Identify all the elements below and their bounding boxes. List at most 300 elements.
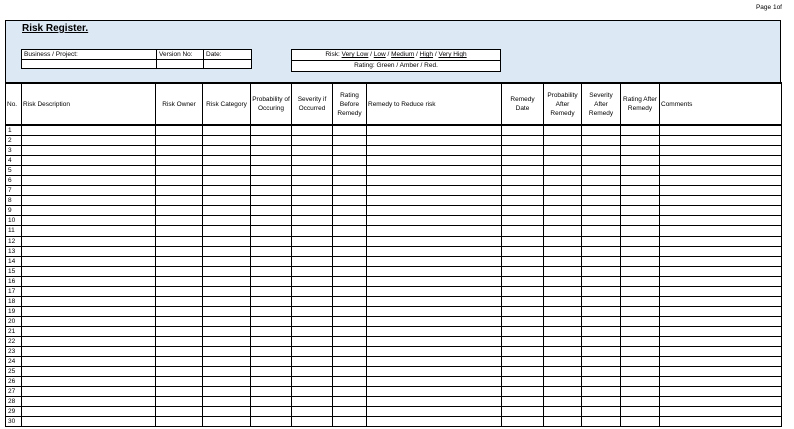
remedy-date-cell[interactable] [502,316,544,326]
severity-cell[interactable] [292,336,333,346]
severity-after-cell[interactable] [582,125,621,136]
comments-cell[interactable] [660,326,782,336]
severity-after-cell[interactable] [582,367,621,377]
rating-after-cell[interactable] [621,387,660,397]
probability-cell[interactable] [251,166,292,176]
rating-before-cell[interactable] [333,246,367,256]
comments-cell[interactable] [660,156,782,166]
remedy-date-cell[interactable] [502,306,544,316]
probability-cell[interactable] [251,236,292,246]
risk-category-cell[interactable] [203,306,251,316]
probability-after-cell[interactable] [544,286,582,296]
risk-owner-cell[interactable] [156,216,203,226]
remedy-date-cell[interactable] [502,226,544,236]
remedy-cell[interactable] [367,206,502,216]
rating-after-cell[interactable] [621,286,660,296]
risk-description-cell[interactable] [22,266,156,276]
risk-description-cell[interactable] [22,146,156,156]
severity-after-cell[interactable] [582,176,621,186]
risk-description-cell[interactable] [22,206,156,216]
risk-description-cell[interactable] [22,286,156,296]
rating-after-cell[interactable] [621,196,660,206]
severity-cell[interactable] [292,125,333,136]
risk-description-cell[interactable] [22,156,156,166]
rating-after-cell[interactable] [621,326,660,336]
comments-cell[interactable] [660,246,782,256]
severity-cell[interactable] [292,236,333,246]
probability-after-cell[interactable] [544,156,582,166]
remedy-date-cell[interactable] [502,367,544,377]
risk-description-cell[interactable] [22,246,156,256]
risk-owner-cell[interactable] [156,146,203,156]
risk-description-cell[interactable] [22,166,156,176]
risk-description-cell[interactable] [22,276,156,286]
remedy-cell[interactable] [367,166,502,176]
risk-category-cell[interactable] [203,387,251,397]
severity-after-cell[interactable] [582,256,621,266]
version-field[interactable] [157,60,204,69]
severity-cell[interactable] [292,276,333,286]
severity-after-cell[interactable] [582,246,621,256]
risk-owner-cell[interactable] [156,236,203,246]
remedy-date-cell[interactable] [502,296,544,306]
remedy-date-cell[interactable] [502,236,544,246]
risk-owner-cell[interactable] [156,206,203,216]
severity-after-cell[interactable] [582,186,621,196]
probability-after-cell[interactable] [544,326,582,336]
comments-cell[interactable] [660,367,782,377]
risk-description-cell[interactable] [22,347,156,357]
remedy-cell[interactable] [367,256,502,266]
risk-category-cell[interactable] [203,146,251,156]
rating-after-cell[interactable] [621,296,660,306]
severity-after-cell[interactable] [582,377,621,387]
risk-category-cell[interactable] [203,226,251,236]
probability-cell[interactable] [251,407,292,417]
rating-after-cell[interactable] [621,367,660,377]
severity-cell[interactable] [292,186,333,196]
severity-cell[interactable] [292,246,333,256]
risk-owner-cell[interactable] [156,276,203,286]
severity-after-cell[interactable] [582,286,621,296]
probability-after-cell[interactable] [544,296,582,306]
risk-owner-cell[interactable] [156,387,203,397]
comments-cell[interactable] [660,316,782,326]
remedy-date-cell[interactable] [502,166,544,176]
risk-description-cell[interactable] [22,387,156,397]
risk-category-cell[interactable] [203,357,251,367]
remedy-date-cell[interactable] [502,397,544,407]
rating-before-cell[interactable] [333,377,367,387]
probability-after-cell[interactable] [544,176,582,186]
remedy-cell[interactable] [367,186,502,196]
remedy-date-cell[interactable] [502,176,544,186]
comments-cell[interactable] [660,377,782,387]
comments-cell[interactable] [660,347,782,357]
comments-cell[interactable] [660,256,782,266]
risk-category-cell[interactable] [203,286,251,296]
risk-description-cell[interactable] [22,357,156,367]
severity-after-cell[interactable] [582,216,621,226]
probability-after-cell[interactable] [544,417,582,427]
remedy-cell[interactable] [367,276,502,286]
risk-category-cell[interactable] [203,397,251,407]
comments-cell[interactable] [660,146,782,156]
probability-after-cell[interactable] [544,125,582,136]
risk-owner-cell[interactable] [156,186,203,196]
remedy-date-cell[interactable] [502,357,544,367]
risk-category-cell[interactable] [203,186,251,196]
probability-after-cell[interactable] [544,316,582,326]
probability-cell[interactable] [251,397,292,407]
severity-cell[interactable] [292,166,333,176]
risk-category-cell[interactable] [203,256,251,266]
comments-cell[interactable] [660,266,782,276]
probability-after-cell[interactable] [544,336,582,346]
comments-cell[interactable] [660,357,782,367]
severity-cell[interactable] [292,156,333,166]
risk-owner-cell[interactable] [156,397,203,407]
risk-owner-cell[interactable] [156,326,203,336]
probability-cell[interactable] [251,146,292,156]
comments-cell[interactable] [660,397,782,407]
comments-cell[interactable] [660,286,782,296]
risk-owner-cell[interactable] [156,125,203,136]
risk-description-cell[interactable] [22,236,156,246]
risk-category-cell[interactable] [203,417,251,427]
probability-after-cell[interactable] [544,367,582,377]
probability-cell[interactable] [251,226,292,236]
remedy-date-cell[interactable] [502,347,544,357]
remedy-date-cell[interactable] [502,246,544,256]
risk-description-cell[interactable] [22,306,156,316]
risk-owner-cell[interactable] [156,336,203,346]
severity-cell[interactable] [292,316,333,326]
rating-after-cell[interactable] [621,306,660,316]
probability-cell[interactable] [251,316,292,326]
remedy-cell[interactable] [367,246,502,256]
remedy-cell[interactable] [367,226,502,236]
probability-cell[interactable] [251,246,292,256]
remedy-cell[interactable] [367,387,502,397]
rating-before-cell[interactable] [333,336,367,346]
risk-owner-cell[interactable] [156,316,203,326]
risk-description-cell[interactable] [22,316,156,326]
probability-after-cell[interactable] [544,357,582,367]
remedy-cell[interactable] [367,316,502,326]
remedy-cell[interactable] [367,336,502,346]
risk-category-cell[interactable] [203,156,251,166]
risk-category-cell[interactable] [203,196,251,206]
remedy-date-cell[interactable] [502,377,544,387]
risk-description-cell[interactable] [22,397,156,407]
remedy-cell[interactable] [367,397,502,407]
remedy-cell[interactable] [367,407,502,417]
risk-owner-cell[interactable] [156,357,203,367]
comments-cell[interactable] [660,186,782,196]
risk-category-cell[interactable] [203,326,251,336]
probability-after-cell[interactable] [544,136,582,146]
severity-after-cell[interactable] [582,347,621,357]
remedy-date-cell[interactable] [502,125,544,136]
probability-cell[interactable] [251,276,292,286]
probability-after-cell[interactable] [544,186,582,196]
rating-before-cell[interactable] [333,266,367,276]
severity-cell[interactable] [292,206,333,216]
severity-cell[interactable] [292,417,333,427]
remedy-cell[interactable] [367,136,502,146]
rating-before-cell[interactable] [333,146,367,156]
comments-cell[interactable] [660,206,782,216]
comments-cell[interactable] [660,407,782,417]
comments-cell[interactable] [660,216,782,226]
risk-description-cell[interactable] [22,136,156,146]
risk-description-cell[interactable] [22,256,156,266]
rating-after-cell[interactable] [621,216,660,226]
risk-owner-cell[interactable] [156,176,203,186]
remedy-date-cell[interactable] [502,336,544,346]
risk-category-cell[interactable] [203,336,251,346]
severity-cell[interactable] [292,266,333,276]
risk-owner-cell[interactable] [156,246,203,256]
severity-cell[interactable] [292,176,333,186]
probability-after-cell[interactable] [544,407,582,417]
rating-after-cell[interactable] [621,125,660,136]
rating-after-cell[interactable] [621,276,660,286]
severity-cell[interactable] [292,256,333,266]
rating-before-cell[interactable] [333,306,367,316]
probability-cell[interactable] [251,357,292,367]
severity-after-cell[interactable] [582,397,621,407]
remedy-date-cell[interactable] [502,256,544,266]
rating-before-cell[interactable] [333,196,367,206]
severity-cell[interactable] [292,216,333,226]
probability-cell[interactable] [251,306,292,316]
severity-after-cell[interactable] [582,387,621,397]
rating-after-cell[interactable] [621,166,660,176]
risk-category-cell[interactable] [203,236,251,246]
severity-after-cell[interactable] [582,417,621,427]
rating-before-cell[interactable] [333,236,367,246]
probability-after-cell[interactable] [544,206,582,216]
probability-cell[interactable] [251,266,292,276]
remedy-date-cell[interactable] [502,407,544,417]
remedy-cell[interactable] [367,125,502,136]
probability-after-cell[interactable] [544,266,582,276]
risk-description-cell[interactable] [22,186,156,196]
comments-cell[interactable] [660,136,782,146]
remedy-cell[interactable] [367,377,502,387]
comments-cell[interactable] [660,276,782,286]
risk-owner-cell[interactable] [156,417,203,427]
risk-description-cell[interactable] [22,417,156,427]
severity-cell[interactable] [292,377,333,387]
comments-cell[interactable] [660,176,782,186]
severity-cell[interactable] [292,306,333,316]
rating-before-cell[interactable] [333,176,367,186]
rating-before-cell[interactable] [333,186,367,196]
rating-after-cell[interactable] [621,347,660,357]
risk-category-cell[interactable] [203,377,251,387]
rating-after-cell[interactable] [621,397,660,407]
probability-cell[interactable] [251,196,292,206]
rating-after-cell[interactable] [621,357,660,367]
severity-cell[interactable] [292,226,333,236]
probability-after-cell[interactable] [544,347,582,357]
probability-after-cell[interactable] [544,306,582,316]
remedy-cell[interactable] [367,266,502,276]
remedy-date-cell[interactable] [502,216,544,226]
date-field[interactable] [204,60,252,69]
risk-description-cell[interactable] [22,336,156,346]
remedy-date-cell[interactable] [502,136,544,146]
rating-before-cell[interactable] [333,206,367,216]
risk-category-cell[interactable] [203,176,251,186]
severity-after-cell[interactable] [582,156,621,166]
remedy-cell[interactable] [367,286,502,296]
remedy-date-cell[interactable] [502,266,544,276]
probability-cell[interactable] [251,176,292,186]
rating-after-cell[interactable] [621,407,660,417]
rating-before-cell[interactable] [333,316,367,326]
risk-category-cell[interactable] [203,246,251,256]
business-project-field[interactable] [22,60,157,69]
risk-category-cell[interactable] [203,266,251,276]
risk-description-cell[interactable] [22,377,156,387]
probability-cell[interactable] [251,125,292,136]
rating-before-cell[interactable] [333,417,367,427]
risk-category-cell[interactable] [203,407,251,417]
rating-after-cell[interactable] [621,336,660,346]
probability-cell[interactable] [251,206,292,216]
comments-cell[interactable] [660,336,782,346]
risk-category-cell[interactable] [203,316,251,326]
rating-after-cell[interactable] [621,266,660,276]
rating-before-cell[interactable] [333,326,367,336]
remedy-date-cell[interactable] [502,156,544,166]
remedy-date-cell[interactable] [502,276,544,286]
rating-before-cell[interactable] [333,166,367,176]
rating-after-cell[interactable] [621,236,660,246]
rating-before-cell[interactable] [333,387,367,397]
probability-cell[interactable] [251,286,292,296]
severity-after-cell[interactable] [582,276,621,286]
probability-cell[interactable] [251,387,292,397]
risk-category-cell[interactable] [203,166,251,176]
risk-category-cell[interactable] [203,136,251,146]
severity-cell[interactable] [292,146,333,156]
risk-category-cell[interactable] [203,367,251,377]
rating-after-cell[interactable] [621,316,660,326]
rating-before-cell[interactable] [333,407,367,417]
rating-after-cell[interactable] [621,256,660,266]
comments-cell[interactable] [660,226,782,236]
rating-before-cell[interactable] [333,276,367,286]
risk-owner-cell[interactable] [156,306,203,316]
rating-before-cell[interactable] [333,347,367,357]
comments-cell[interactable] [660,296,782,306]
rating-after-cell[interactable] [621,176,660,186]
comments-cell[interactable] [660,306,782,316]
severity-cell[interactable] [292,397,333,407]
comments-cell[interactable] [660,236,782,246]
severity-after-cell[interactable] [582,306,621,316]
remedy-date-cell[interactable] [502,196,544,206]
probability-after-cell[interactable] [544,246,582,256]
risk-description-cell[interactable] [22,367,156,377]
risk-description-cell[interactable] [22,226,156,236]
rating-after-cell[interactable] [621,417,660,427]
probability-after-cell[interactable] [544,397,582,407]
comments-cell[interactable] [660,417,782,427]
rating-after-cell[interactable] [621,136,660,146]
severity-after-cell[interactable] [582,357,621,367]
probability-cell[interactable] [251,347,292,357]
rating-before-cell[interactable] [333,296,367,306]
rating-before-cell[interactable] [333,216,367,226]
severity-after-cell[interactable] [582,146,621,156]
remedy-date-cell[interactable] [502,286,544,296]
rating-before-cell[interactable] [333,156,367,166]
risk-owner-cell[interactable] [156,196,203,206]
remedy-cell[interactable] [367,417,502,427]
risk-owner-cell[interactable] [156,407,203,417]
risk-owner-cell[interactable] [156,156,203,166]
risk-owner-cell[interactable] [156,226,203,236]
remedy-cell[interactable] [367,357,502,367]
risk-owner-cell[interactable] [156,256,203,266]
severity-cell[interactable] [292,387,333,397]
severity-after-cell[interactable] [582,236,621,246]
risk-description-cell[interactable] [22,407,156,417]
risk-description-cell[interactable] [22,196,156,206]
remedy-cell[interactable] [367,306,502,316]
severity-after-cell[interactable] [582,226,621,236]
rating-before-cell[interactable] [333,367,367,377]
risk-owner-cell[interactable] [156,347,203,357]
risk-owner-cell[interactable] [156,296,203,306]
rating-before-cell[interactable] [333,286,367,296]
rating-after-cell[interactable] [621,206,660,216]
remedy-cell[interactable] [367,326,502,336]
remedy-date-cell[interactable] [502,387,544,397]
remedy-cell[interactable] [367,146,502,156]
risk-owner-cell[interactable] [156,266,203,276]
rating-after-cell[interactable] [621,246,660,256]
probability-cell[interactable] [251,186,292,196]
remedy-date-cell[interactable] [502,417,544,427]
probability-after-cell[interactable] [544,216,582,226]
probability-cell[interactable] [251,336,292,346]
remedy-cell[interactable] [367,367,502,377]
severity-after-cell[interactable] [582,326,621,336]
severity-after-cell[interactable] [582,136,621,146]
rating-before-cell[interactable] [333,397,367,407]
severity-after-cell[interactable] [582,316,621,326]
risk-description-cell[interactable] [22,216,156,226]
remedy-cell[interactable] [367,236,502,246]
severity-cell[interactable] [292,286,333,296]
severity-cell[interactable] [292,326,333,336]
rating-before-cell[interactable] [333,357,367,367]
risk-description-cell[interactable] [22,125,156,136]
severity-cell[interactable] [292,347,333,357]
risk-description-cell[interactable] [22,326,156,336]
probability-after-cell[interactable] [544,146,582,156]
rating-before-cell[interactable] [333,226,367,236]
remedy-cell[interactable] [367,176,502,186]
rating-before-cell[interactable] [333,136,367,146]
